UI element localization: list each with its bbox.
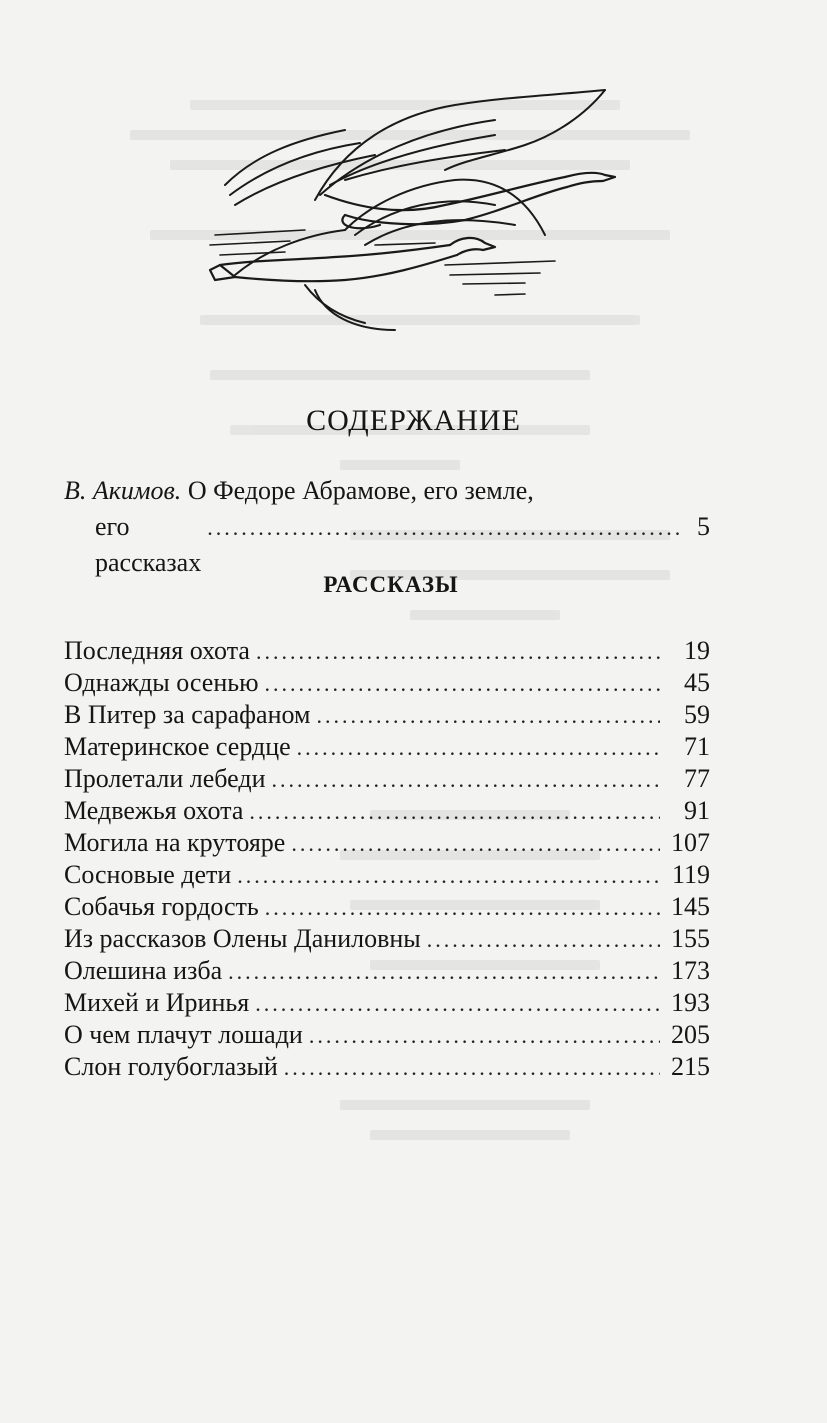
entry-title: Сосновые дети (64, 860, 232, 889)
dot-leader (291, 828, 660, 860)
entry-title: Собачья гордость (64, 892, 259, 921)
entry-page-number: 107 (671, 828, 710, 857)
entry-title: Материнское сердце (64, 732, 291, 761)
entry-title: Могила на крутояре (64, 828, 286, 857)
entry-title: Михей и Иринья (64, 988, 250, 1017)
entry-page-number: 193 (671, 988, 710, 1017)
toc-entry[interactable] (64, 1019, 710, 1051)
intro-title-line2: его рассказах (95, 512, 202, 577)
dot-leader (228, 956, 660, 988)
dot-leader (265, 668, 660, 700)
entry-page-number: 215 (671, 1052, 710, 1081)
dot-leader (237, 860, 660, 892)
entry-title: Однажды осенью (64, 668, 259, 697)
toc-entry[interactable] (64, 667, 710, 699)
entry-page-number: 145 (671, 892, 710, 921)
toc-entry[interactable] (64, 955, 710, 987)
dot-leader (256, 636, 660, 668)
entry-title: Слон голубоглазый (64, 1052, 278, 1081)
dot-leader (297, 732, 660, 764)
toc-list (64, 635, 710, 1083)
entry-title: Пролетали лебеди (64, 764, 266, 793)
entry-page-number: 155 (671, 924, 710, 953)
toc-entry[interactable] (64, 987, 710, 1019)
dot-leader (255, 988, 660, 1020)
toc-entry[interactable] (64, 635, 710, 667)
toc-entry[interactable] (64, 699, 710, 731)
entry-page-number: 71 (684, 732, 710, 761)
toc-entry[interactable] (64, 923, 710, 955)
intro-author: В. Акимов. (64, 476, 182, 505)
toc-entry[interactable] (64, 891, 710, 923)
entry-title: Олешина изба (64, 956, 223, 985)
entry-page-number: 119 (671, 860, 710, 889)
dot-leader (309, 1020, 660, 1052)
entry-page-number: 19 (684, 636, 710, 665)
toc-entry[interactable] (64, 763, 710, 795)
entry-title: Последняя охота (64, 636, 250, 665)
entry-title: Медвежья охота (64, 796, 244, 825)
toc-entry[interactable] (64, 731, 710, 763)
swans-illustration (195, 85, 625, 335)
intro-entry[interactable] (64, 473, 710, 581)
dot-leader (249, 796, 660, 828)
entry-title: В Питер за сарафаном (64, 700, 311, 729)
entry-title: Из рассказов Олены Даниловны (64, 924, 421, 953)
toc-entry[interactable] (64, 795, 710, 827)
intro-title-line1: О Федоре Абрамове, его земле, (187, 476, 534, 505)
dot-leader (272, 764, 660, 796)
toc-entry[interactable] (64, 1051, 710, 1083)
entry-page-number: 59 (684, 700, 710, 729)
dot-leader (427, 924, 660, 956)
entry-page-number: 205 (671, 1020, 710, 1049)
toc-entry[interactable] (64, 859, 710, 891)
dot-leader (265, 892, 660, 924)
entry-page-number: 91 (684, 796, 710, 825)
entry-page-number: 45 (684, 668, 710, 697)
entry-page-number: 173 (671, 956, 710, 985)
dot-leader (284, 1052, 660, 1084)
intro-page-number: 5 (697, 512, 710, 541)
entry-title: О чем плачут лошади (64, 1020, 303, 1049)
dot-leader (316, 700, 660, 732)
contents-heading: СОДЕРЖАНИЕ (306, 404, 521, 437)
section-heading: РАССКАЗЫ (323, 572, 459, 597)
entry-page-number: 77 (684, 764, 710, 793)
dot-leader (207, 510, 680, 546)
toc-entry[interactable] (64, 827, 710, 859)
